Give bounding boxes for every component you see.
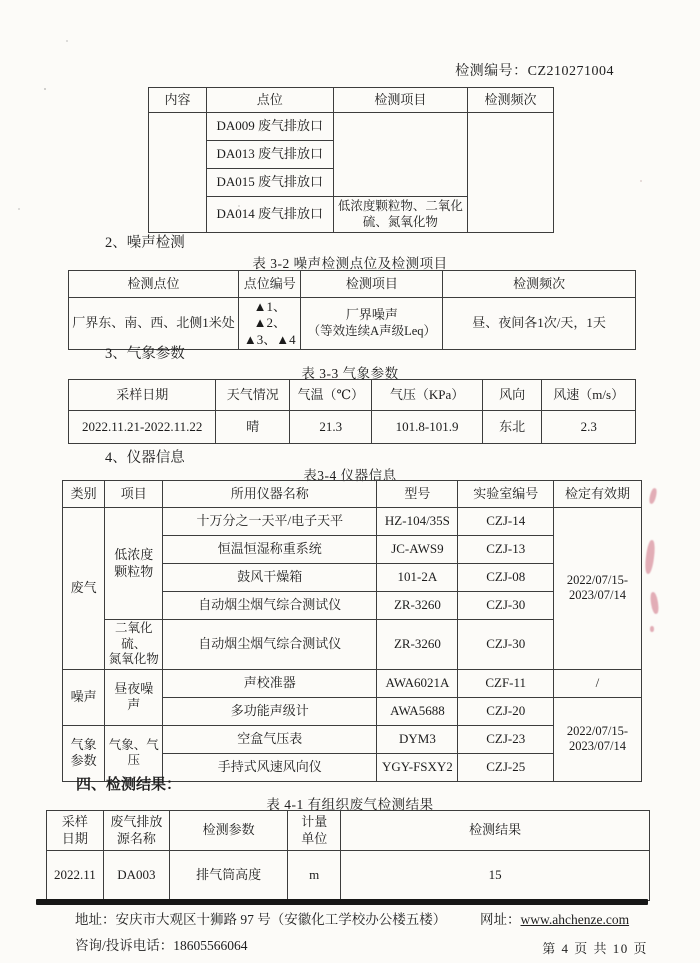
emission-points-table [148, 87, 554, 233]
point-cell: DA014 废气排放口 [206, 197, 333, 233]
instrument-name-cell: 多功能声级计 [163, 697, 377, 725]
report-number: 检测编号：CZ210271004 [455, 64, 614, 79]
category-cell-noise: 噪声 [63, 669, 105, 725]
instrument-name-cell: 十万分之一天平/电子天平 [163, 508, 377, 536]
column-header-wind-speed: 风速（m/s） [542, 380, 636, 411]
table-3-4-caption: 表3-4 仪器信息 [303, 468, 397, 483]
validity-cell-slash: / [553, 669, 641, 697]
instrument-name-cell: 鼓风干燥箱 [163, 564, 377, 592]
red-stamp-mark [644, 540, 656, 575]
website-url: www.ahchenze.com [520, 912, 630, 927]
column-header-validity: 检定有效期 [553, 481, 641, 508]
table-3-2-caption: 表 3-2 噪声检测点位及检测项目 [252, 256, 448, 271]
item-cell-particulate: 低浓度颗粒物 [105, 508, 163, 620]
lab-number-cell: CZJ-30 [458, 592, 554, 620]
column-header-unit [288, 811, 341, 851]
column-header-source-name [103, 811, 169, 851]
model-cell: ZR-3260 [377, 620, 458, 670]
category-weather-line1: 气象 [70, 737, 97, 753]
section-heading-instruments: 4、仪器信息 [105, 450, 185, 466]
column-header-point: 点位 [206, 88, 333, 113]
section-heading-noise: 2、噪声检测 [105, 235, 185, 251]
column-header-sampling-date: 采样日期 [69, 380, 216, 411]
parameter-cell: 排气筒高度 [170, 851, 288, 901]
column-header-category: 类别 [63, 481, 105, 508]
scan-specks [0, 0, 2, 2]
column-header-content: 内容 [149, 88, 207, 113]
model-cell: AWA5688 [377, 697, 458, 725]
column-header-item: 检测项目 [301, 271, 443, 298]
temperature-cell: 21.3 [290, 411, 372, 444]
point-cell: DA013 废气排放口 [206, 141, 333, 169]
item-cell-weather: 气象、气压 [105, 725, 163, 781]
sampling-date-cell: 2022.11 [47, 851, 104, 901]
category-weather-line2: 参数 [70, 753, 97, 769]
section-heading-weather: 3、气象参数 [105, 346, 185, 362]
lab-number-cell: CZJ-23 [458, 725, 554, 753]
column-header-frequency: 检测频次 [443, 271, 636, 298]
table-4-1-caption: 表 4-1 有组织废气检测结果 [266, 797, 434, 812]
footer-website [480, 908, 629, 928]
item-so2-line1: 二氧化硫、 [114, 621, 153, 651]
model-cell: HZ-104/35S [377, 508, 458, 536]
footer-phone: 咨询/投诉电话：18605566064 [75, 938, 248, 953]
header-line2: 日期 [61, 830, 88, 846]
column-header-item: 项目 [105, 481, 163, 508]
item-line2: （等效连续A声级Leq） [307, 323, 437, 338]
table-3-3-caption: 表 3-3 气象参数 [301, 366, 399, 381]
model-cell: YGY-FSXY2 [377, 753, 458, 781]
instrument-name-cell: 声校准器 [163, 669, 377, 697]
category-cell-waste-gas: 废气 [63, 508, 105, 670]
instrument-name-cell: 空盒气压表 [163, 725, 377, 753]
column-header-pressure: 气压（KPa） [372, 380, 483, 411]
instrument-name-cell: 恒温恒湿称重系统 [163, 536, 377, 564]
wind-speed-cell: 2.3 [542, 411, 636, 444]
red-stamp-mark [649, 592, 659, 615]
column-header-parameter: 检测参数 [170, 811, 288, 851]
item-cell-noise: 昼夜噪声 [105, 669, 163, 725]
item-cell-so2-nox [105, 620, 163, 670]
result-cell: 15 [341, 851, 650, 901]
item-cell: 低浓度颗粒物、二氧化硫、氮氧化物 [333, 197, 467, 233]
model-cell: JC-AWS9 [377, 536, 458, 564]
column-header-frequency: 检测频次 [468, 88, 554, 113]
section-heading-results: 四、检测结果： [76, 777, 182, 793]
instrument-name-cell: 自动烟尘烟气综合测试仪 [163, 620, 377, 670]
page-number: 第 4 页 共 10 页 [542, 941, 648, 956]
lab-number-cell: CZJ-08 [458, 564, 554, 592]
weather-cell: 晴 [216, 411, 290, 444]
header-line2: 源名称 [116, 830, 156, 846]
column-header-item: 检测项目 [333, 88, 467, 113]
column-header-wind-direction: 风向 [482, 380, 542, 411]
header-line1: 废气排放 [110, 814, 163, 830]
header-line2: 单位 [301, 830, 328, 846]
source-name-cell: DA003 [103, 851, 169, 901]
column-header-weather: 天气情况 [216, 380, 290, 411]
noise-points-table [68, 270, 636, 350]
pressure-cell: 101.8-101.9 [372, 411, 483, 444]
model-cell: AWA6021A [377, 669, 458, 697]
point-cell: DA015 废气排放口 [206, 169, 333, 197]
point-code-cell [239, 298, 301, 350]
column-header-result: 检测结果 [341, 811, 650, 851]
validity-cell: 2022/07/15-2023/07/14 [553, 508, 641, 670]
wind-direction-cell: 东北 [482, 411, 542, 444]
validity-cell: 2022/07/15-2023/07/14 [553, 697, 641, 781]
column-header-temperature: 气温（℃） [290, 380, 372, 411]
frequency-cell: 昼、夜间各1次/天，1天 [443, 298, 636, 350]
header-line1: 采样 [61, 814, 88, 830]
lab-number-cell: CZJ-20 [458, 697, 554, 725]
item-cell [301, 298, 443, 350]
model-cell: DYM3 [377, 725, 458, 753]
sampling-date-cell: 2022.11.21-2022.11.22 [69, 411, 216, 444]
point-cell: DA009 废气排放口 [206, 113, 333, 141]
header-line1: 计量 [301, 814, 328, 830]
point-code-line2: ▲3、▲4 [243, 331, 296, 347]
column-header-lab-number: 实验室编号 [458, 481, 554, 508]
instrument-name-cell: 手持式风速风向仪 [163, 753, 377, 781]
lab-number-cell: CZJ-13 [458, 536, 554, 564]
column-header-sampling-date [47, 811, 104, 851]
empty-frequency-cell [468, 113, 554, 233]
point-cell: 厂界东、南、西、北侧1米处 [69, 298, 239, 350]
column-header-model: 型号 [377, 481, 458, 508]
lab-number-cell: CZJ-14 [458, 508, 554, 536]
column-header-instrument-name: 所用仪器名称 [163, 481, 377, 508]
footer-address: 地址：安庆市大观区十狮路 97 号（安徽化工学校办公楼五楼） [75, 912, 447, 927]
model-cell: 101-2A [377, 564, 458, 592]
point-code-line1: ▲1、▲2、 [253, 299, 286, 331]
instrument-info-table [62, 480, 642, 782]
empty-content-cell [149, 113, 207, 233]
lab-number-cell: CZJ-25 [458, 753, 554, 781]
lab-number-cell: CZJ-30 [458, 620, 554, 670]
weather-parameters-table [68, 379, 636, 444]
item-line1: 厂界噪声 [345, 307, 398, 323]
unit-cell: m [288, 851, 341, 901]
red-stamp-mark [650, 626, 654, 632]
column-header-point: 检测点位 [69, 271, 239, 298]
lab-number-cell: CZF-11 [458, 669, 554, 697]
red-stamp-mark [648, 488, 658, 505]
waste-gas-results-table [46, 810, 650, 901]
footer-separator-line [36, 899, 648, 905]
empty-item-cell [333, 113, 467, 197]
item-so2-line2: 氮氧化物 [108, 652, 159, 667]
column-header-point-code: 点位编号 [239, 271, 301, 298]
model-cell: ZR-3260 [377, 592, 458, 620]
website-label: 网址： [480, 912, 521, 927]
instrument-name-cell: 自动烟尘烟气综合测试仪 [163, 592, 377, 620]
